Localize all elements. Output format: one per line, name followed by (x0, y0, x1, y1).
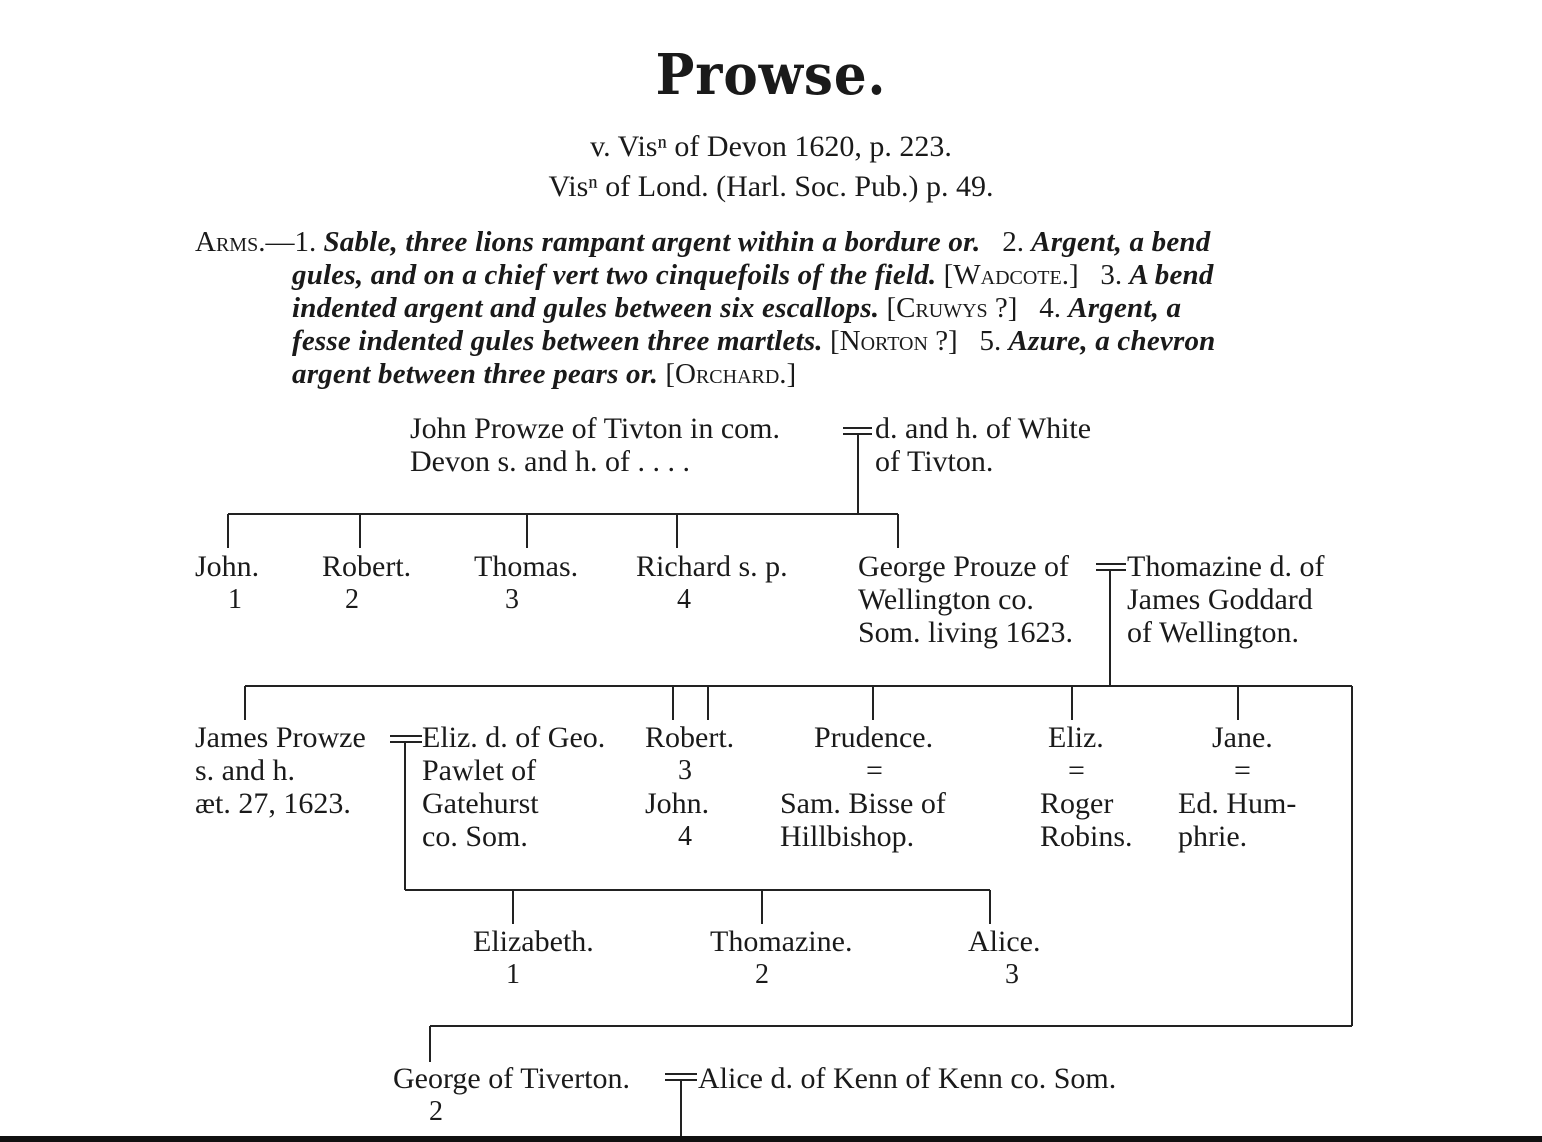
alice-kenn: Alice d. of Kenn of Kenn co. Som. (698, 1062, 1117, 1095)
arms-line-1: Arms.—1. Sable, three lions rampant argent within a bordure or. 2. Argent, a bend (195, 226, 1211, 258)
arms-label: Arms. (195, 226, 266, 258)
child-robert: Robert. 2 (322, 550, 412, 615)
jane: Jane. = Ed. Hum- phrie. (1178, 721, 1297, 853)
arms-line-5: argent between three pears or. [Orchard.] (292, 358, 797, 390)
gen1-husband: John Prowze of Tivton in com. Devon s. and h. of . . . . (410, 412, 781, 478)
reference-line-2: Visⁿ of Lond. (Harl. Soc. Pub.) p. 49. (548, 170, 994, 203)
arms-line-3: indented argent and gules between six escallops. [Cruwys ?] 4. Argent, a (292, 292, 1182, 324)
page-title: Prowse. (655, 42, 887, 108)
arms-line-2: gules, and on a chief vert two cinquefoils of the field. [Wadcote.] 3. A bend (292, 259, 1214, 291)
daughter-elizabeth: Elizabeth. 1 (473, 925, 594, 990)
child-richard: Richard s. p. 4 (636, 550, 788, 615)
eliz-pawlet: Eliz. d. of Geo. Pawlet of Gatehurst co. Som. (422, 721, 606, 853)
daughter-thomazine: Thomazine. 2 (710, 925, 853, 990)
prudence: Prudence. = Sam. Bisse of Hillbishop. (780, 721, 946, 853)
daughter-alice: Alice. 3 (968, 925, 1041, 990)
robert-and-john: Robert. 3 John. 4 (645, 721, 735, 852)
george-prouze: George Prouze of Wellington co. Som. living 1623. (858, 550, 1074, 649)
james-prowze: James Prowze s. and h. æt. 27, 1623. (195, 721, 366, 820)
child-john: John. 1 (195, 550, 260, 615)
thomazine-goddard: Thomazine d. of James Goddard of Wellington. (1127, 550, 1325, 649)
child-thomas: Thomas. 3 (474, 550, 579, 615)
george-of-tiverton: George of Tiverton. 2 (393, 1062, 630, 1127)
page-bottom-edge (0, 1136, 1542, 1142)
eliz-daughter: Eliz. = Roger Robins. (1040, 721, 1133, 853)
arms-line-4: fesse indented gules between three martlets. [Norton ?] 5. Azure, a chevron (292, 325, 1216, 357)
reference-line-1: v. Visⁿ of Devon 1620, p. 223. (590, 130, 952, 163)
gen1-wife: d. and h. of White of Tivton. (875, 412, 1092, 478)
